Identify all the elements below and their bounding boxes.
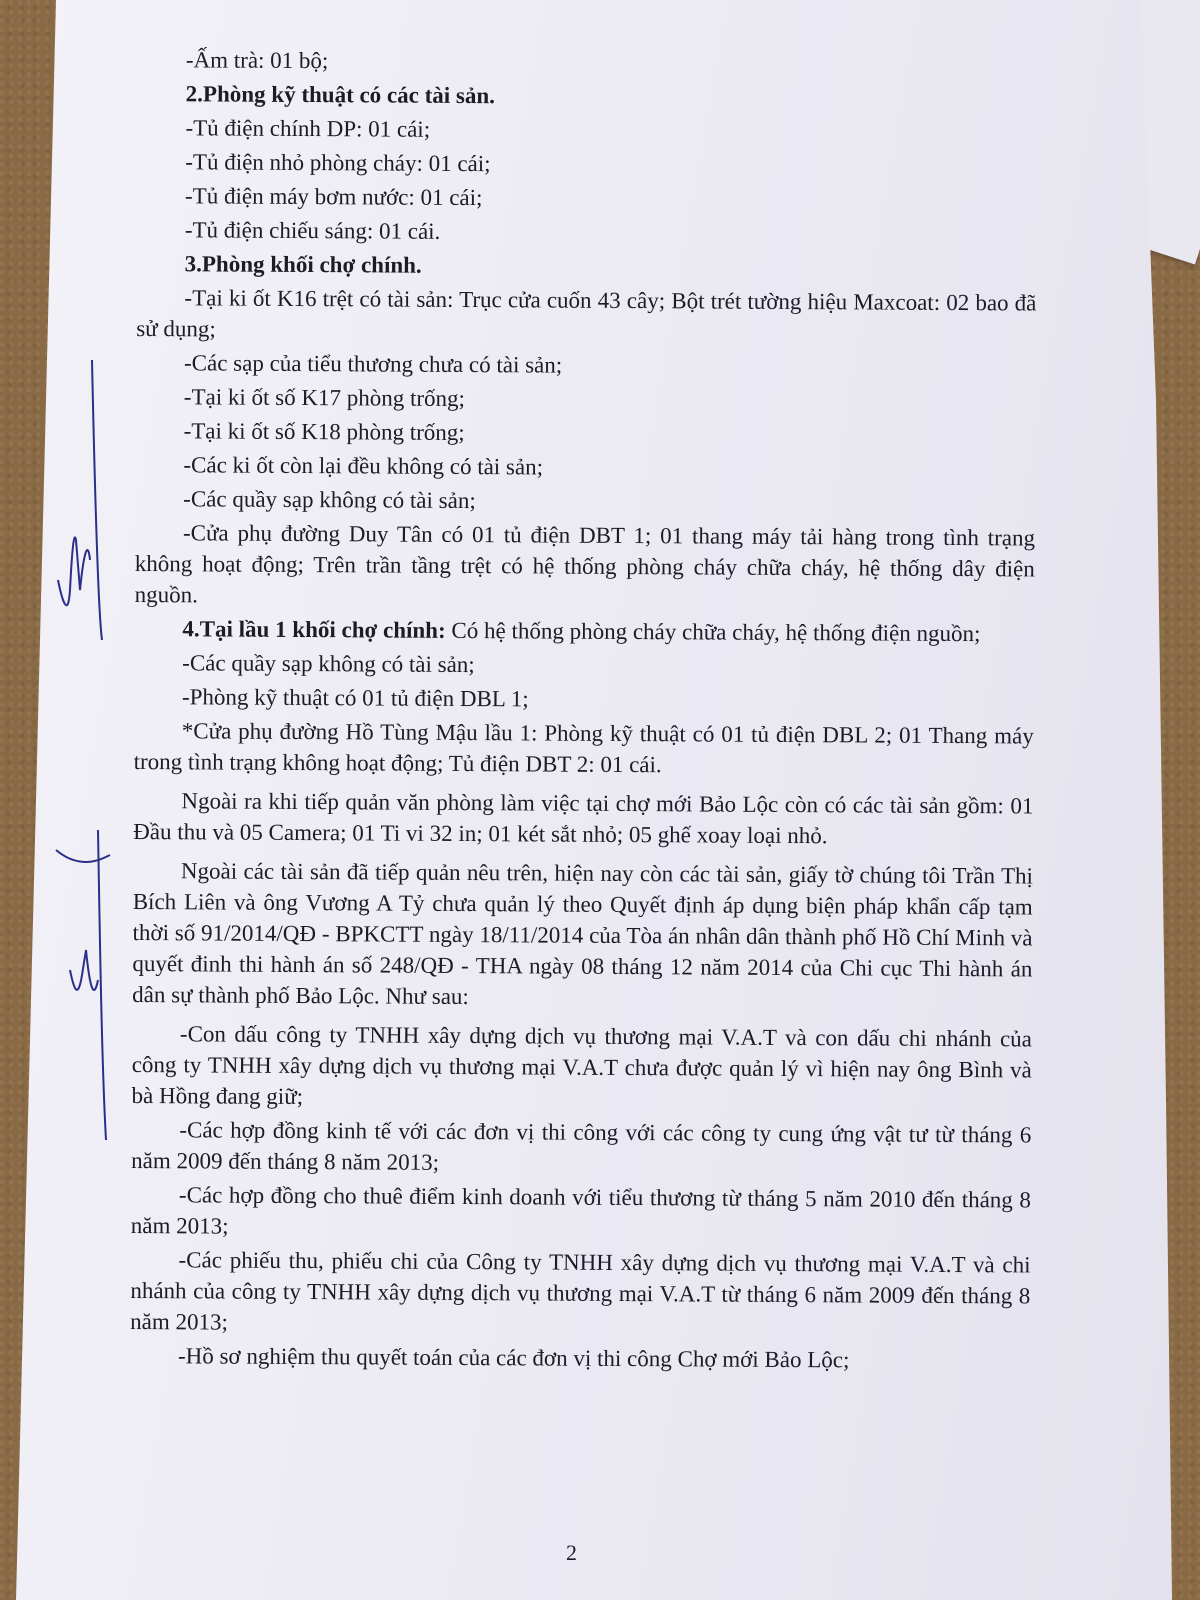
item-main-panel: -Tủ điện chính DP: 01 cái; — [185, 115, 431, 142]
heading-main-market-block: 3.Phòng khối chợ chính. — [184, 251, 422, 278]
paragraph-office-assets: Ngoài ra khi tiếp quản văn phòng làm việc tại chợ mới Bảo Lộc còn có các tài sản gồm: 01 Đầu thu và 05 Camera; 01 Ti vi 32 in; 01 két sắt nhỏ; 05 ghế xoay loại nhỏ. — [133, 788, 1034, 849]
floor-1-description: Có hệ thống phòng cháy chữa cháy, hệ thống điện nguồn; — [445, 617, 981, 647]
margin-signature-mark — [40, 350, 120, 1150]
paragraph-unmanaged-assets: Ngoài các tài sản đã tiếp quản nêu trên, hiện nay còn các tài sản, giấy tờ chúng tôi Trần Thị Bích Liên và ông Vương A Tỷ chưa quản lý theo Quyết định áp dụng biện pháp khẩn cấp tạm thời số 91/2014/QĐ - BPKCTT ngày 18/11/2014 của Tòa án nhân dân thành phố Hồ Chí Minh và quyết đinh thi hành án số 248/QĐ - THA ngày 08 tháng 12 năm 2014 của Chi cục Thi hành án dân sự thành phố Bảo Lộc. Như sau: — [132, 858, 1034, 1010]
item-vendor-stalls: -Các sạp của tiểu thương chưa có tài sản; — [183, 350, 563, 378]
document-body — [130, 44, 1038, 1379]
item-floor-1-counters: -Các quầy sạp không có tài sản; — [182, 650, 475, 678]
item-pump-panel: -Tủ điện máy bơm nước: 01 cái; — [184, 183, 483, 211]
item-kiosk-k17: -Tại ki ốt số K17 phòng trống; — [183, 384, 466, 412]
item-lease-contracts: -Các hợp đồng cho thuê điểm kinh doanh với tiểu thương từ tháng 5 năm 2010 đến tháng 8 năm 2013; — [130, 1182, 1032, 1239]
item-kiosk-k16: -Tại ki ốt K16 trệt có tài sản: Trục cửa cuốn 43 cây; Bột trét tường hiệu Maxcoat: 02 bao đã sử dụng; — [136, 285, 1037, 342]
heading-technical-room: 2.Phòng kỹ thuật có các tài sản. — [185, 81, 496, 109]
item-duy-tan-door: -Cửa phụ đường Duy Tân có 01 tủ điện DBT 1; 01 thang máy tải hàng trong tình trạng không hoạt động; Trên trần tầng trệt có hệ thống phòng cháy chữa cháy, hệ thống dây điện nguồn. — [134, 520, 1036, 608]
item-acceptance-records: -Hồ sơ nghiệm thu quyết toán của các đơn vị thi công Chợ mới Bảo Lộc; — [177, 1343, 850, 1373]
page-number: 2 — [566, 1540, 577, 1565]
item-other-kiosks: -Các ki ốt còn lại đều không có tài sản; — [183, 452, 544, 480]
line-tea-set: -Ấm trà: 01 bộ; — [185, 47, 329, 74]
item-receipts-payments: -Các phiếu thu, phiếu chi của Công ty TNHH xây dựng dịch vụ thương mại V.A.T và chi nhánh của công ty TNHH xây dựng dịch vụ thương mại V.A.T từ tháng 6 năm 2009 đến tháng 8 năm 2013; — [130, 1247, 1031, 1335]
item-ho-tung-mau-door: *Cửa phụ đường Hồ Tùng Mậu lầu 1: Phòng kỹ thuật có 01 tủ điện DBL 2; 01 Thang máy trong tình trạng không hoạt động; Tủ điện DBT 2: 01 cái. — [133, 718, 1034, 778]
item-lighting-panel: -Tủ điện chiếu sáng: 01 cái. — [184, 217, 441, 244]
item-economic-contracts: -Các hợp đồng kinh tế với các đơn vị thi công với các công ty cung ứng vật tư từ tháng 6 năm 2009 đến tháng 8 năm 2013; — [131, 1117, 1032, 1175]
section-floor-1 — [134, 613, 1034, 649]
item-counters: -Các quầy sạp không có tài sản; — [183, 486, 476, 514]
item-floor-1-tech-room: -Phòng kỹ thuật có 01 tủ điện DBL 1; — [181, 684, 529, 712]
heading-floor-1: 4.Tại lầu 1 khối chợ chính: — [182, 616, 446, 643]
item-kiosk-k18: -Tại ki ốt số K18 phòng trống; — [183, 418, 465, 446]
item-fire-panel: -Tủ điện nhỏ phòng cháy: 01 cái; — [185, 149, 491, 177]
item-company-seals: -Con dấu công ty TNHH xây dựng dịch vụ thương mại V.A.T và con dấu chi nhánh của công ty TNHH xây dựng dịch vụ thương mại V.A.T chưa được quản lý vì hiện nay ông Bình và bà Hồng đang giữ; — [131, 1021, 1033, 1110]
